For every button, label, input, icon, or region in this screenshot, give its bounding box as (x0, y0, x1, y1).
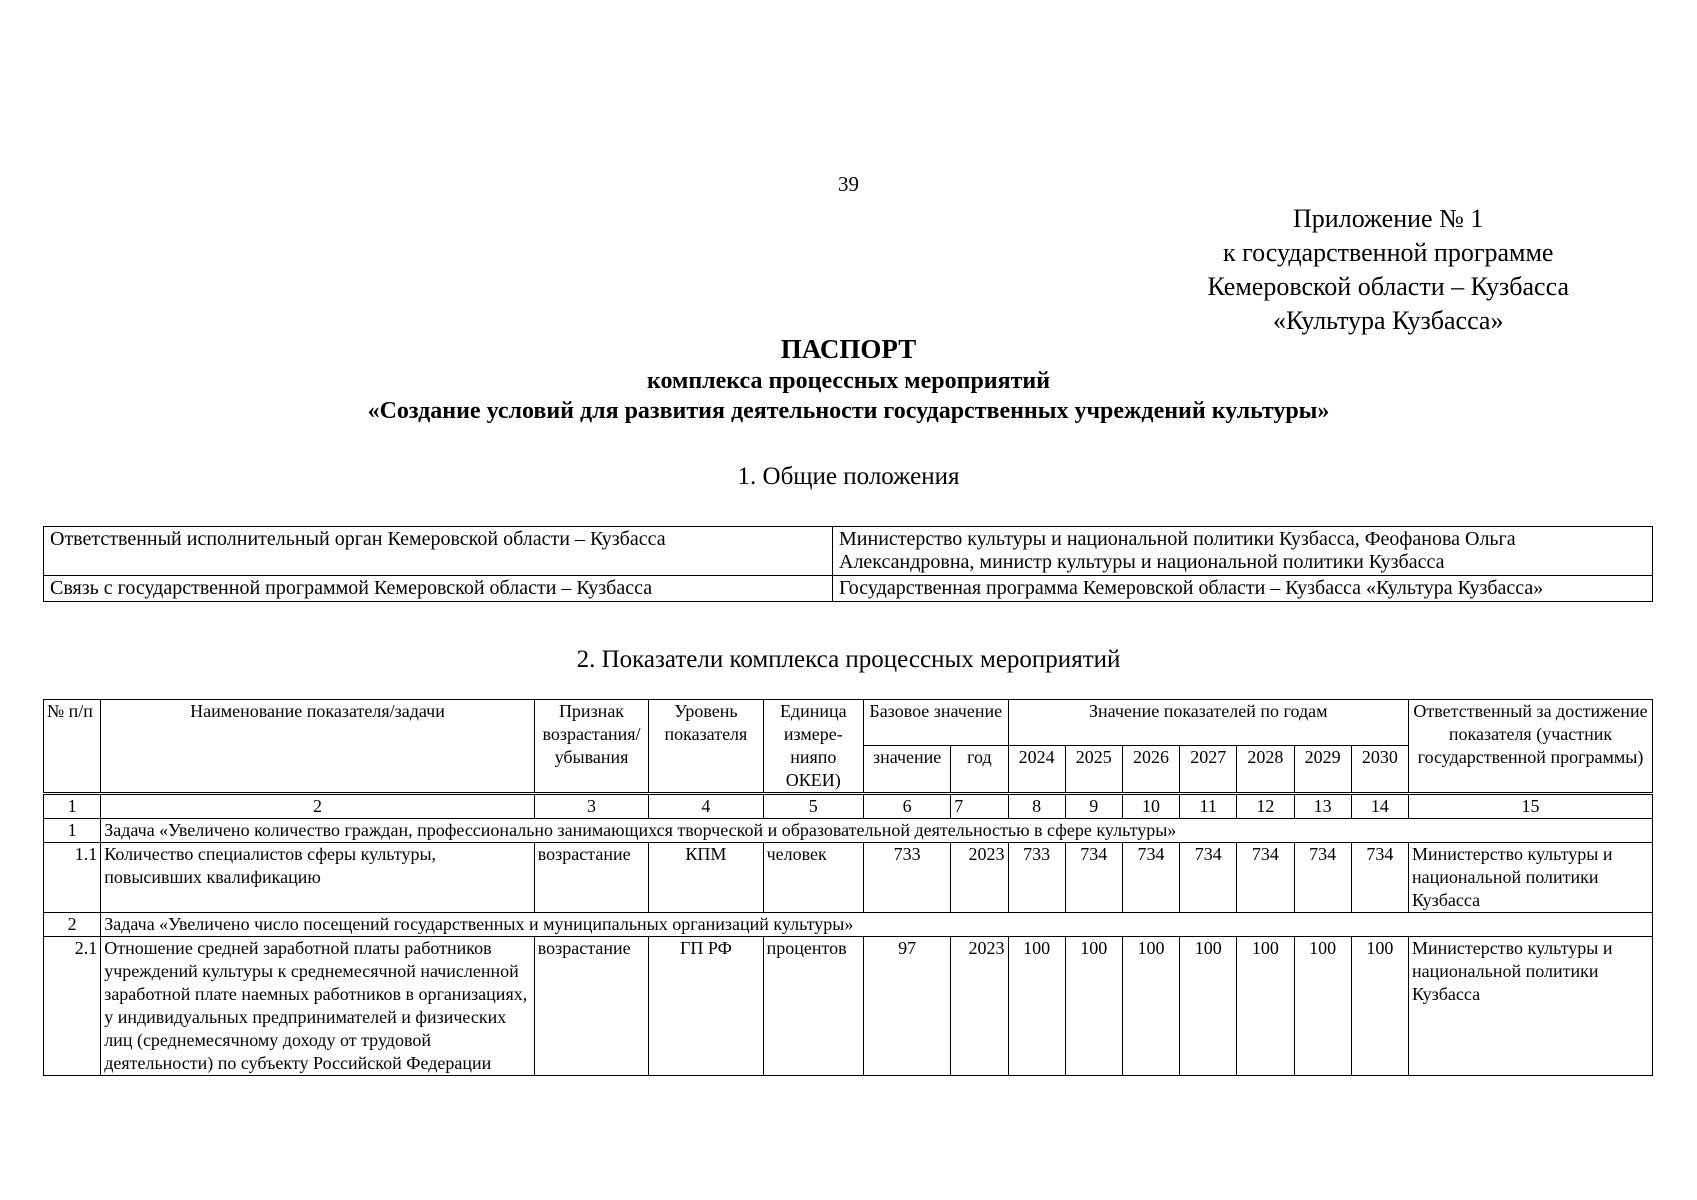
base-value: 733 (863, 843, 950, 913)
header-unit: Единица измере- нияпо ОКЕИ) (763, 700, 863, 794)
task-row (44, 819, 1653, 843)
column-number: 14 (1351, 794, 1408, 819)
header-year: 2026 (1122, 746, 1179, 794)
column-number: 15 (1408, 794, 1652, 819)
indicator-unit: процентов (763, 937, 863, 1076)
appendix-line-1: Приложение № 1 (1293, 204, 1484, 233)
general-provisions-table (43, 526, 1653, 602)
indicator-responsible: Министерство культуры и национальной политики Кузбасса (1408, 937, 1652, 1076)
year-value: 100 (1351, 937, 1408, 1076)
year-value: 734 (1351, 843, 1408, 913)
task-num: 1 (44, 819, 101, 843)
header-year: 2025 (1065, 746, 1122, 794)
column-number: 3 (534, 794, 648, 819)
header-responsible: Ответственный за достижение показателя (участник государственной программы) (1408, 700, 1652, 794)
column-number: 11 (1180, 794, 1237, 819)
header-sign: Признак возрастания/ убывания (534, 700, 648, 794)
general-label: Связь с государственной программой Кемеровской области – Кузбасса (44, 576, 833, 602)
header-row (44, 700, 1653, 746)
indicator-sign: возрастание (534, 937, 648, 1076)
indicator-responsible: Министерство культуры и национальной политики Кузбасса (1408, 843, 1652, 913)
header-year: 2024 (1008, 746, 1065, 794)
header-year: 2030 (1351, 746, 1408, 794)
general-label: Ответственный исполнительный орган Кемеровской области – Кузбасса (44, 527, 833, 576)
header-level: Уровень показателя (649, 700, 763, 794)
year-value: 100 (1065, 937, 1122, 1076)
column-number: 13 (1294, 794, 1351, 819)
header-base-year: год (951, 746, 1008, 794)
column-number: 7 (951, 794, 1008, 819)
year-value: 100 (1008, 937, 1065, 1076)
year-value: 734 (1294, 843, 1351, 913)
year-value: 100 (1294, 937, 1351, 1076)
indicator-name: Отношение средней заработной платы работников учреждений культуры к среднемесячной начисленной заработной плате наемных работников в организациях, у индивидуальных предпринимателей и физических лиц (среднемесячному доходу от трудовой деятельности) по субъекту Российской Федерации (101, 937, 535, 1076)
title-line-1: ПАСПОРТ (780, 334, 917, 364)
header-year: 2027 (1180, 746, 1237, 794)
year-value: 734 (1180, 843, 1237, 913)
table-row (44, 843, 1653, 913)
column-number: 12 (1237, 794, 1294, 819)
year-value: 100 (1122, 937, 1179, 1076)
header-values-by-year: Значение показателей по годам (1008, 700, 1408, 746)
document-title (0, 332, 1697, 426)
general-value: Министерство культуры и национальной политики Кузбасса, Феофанова Ольга Александровна, министр культуры и национальной политики Кузбасса (833, 527, 1653, 576)
header-base-value: значение (863, 746, 950, 794)
task-row (44, 913, 1653, 937)
indicators-table (43, 699, 1653, 1076)
column-number: 9 (1065, 794, 1122, 819)
table-row (44, 937, 1653, 1076)
year-value: 733 (1008, 843, 1065, 913)
general-value: Государственная программа Кемеровской области – Кузбасса «Культура Кузбасса» (833, 576, 1653, 602)
indicator-name: Количество специалистов сферы культуры, повысивших квалификацию (101, 843, 535, 913)
task-text: Задача «Увеличено количество граждан, профессионально занимающихся творческой и образовательной деятельностью в сфере культуры» (101, 819, 1653, 843)
header-name: Наименование показателя/задачи (101, 700, 535, 794)
appendix-line-2: к государственной программе (1222, 238, 1554, 267)
column-number: 8 (1008, 794, 1065, 819)
appendix-line-3: Кемеровской области – Кузбасса (1207, 272, 1569, 301)
task-text: Задача «Увеличено число посещений государственных и муниципальных организаций культуры» (101, 913, 1653, 937)
table-row (44, 527, 1653, 576)
section-2-title: 2. Показатели комплекса процессных мероприятий (576, 646, 1121, 673)
column-numbers-row (44, 794, 1653, 819)
title-line-3: «Создание условий для развития деятельности государственных учреждений культуры» (367, 398, 1330, 424)
title-line-2: комплекса процессных мероприятий (646, 368, 1051, 394)
column-number: 5 (763, 794, 863, 819)
appendix-line-4: «Культура Кузбасса» (1272, 306, 1504, 335)
indicator-unit: человек (763, 843, 863, 913)
indicator-sign: возрастание (534, 843, 648, 913)
column-number: 1 (44, 794, 101, 819)
year-value: 100 (1180, 937, 1237, 1076)
base-year: 2023 (951, 843, 1008, 913)
indicator-level: ГП РФ (649, 937, 763, 1076)
table-row (44, 576, 1653, 602)
base-year: 2023 (951, 937, 1008, 1076)
header-base: Базовое значение (863, 700, 1008, 746)
header-year: 2029 (1294, 746, 1351, 794)
year-value: 100 (1237, 937, 1294, 1076)
column-number: 10 (1122, 794, 1179, 819)
row-num: 1.1 (44, 843, 101, 913)
header-year: 2028 (1237, 746, 1294, 794)
year-value: 734 (1237, 843, 1294, 913)
header-num: № п/п (44, 700, 101, 794)
page-number: 39 (838, 172, 859, 196)
base-value: 97 (863, 937, 950, 1076)
column-number: 6 (863, 794, 950, 819)
column-number: 4 (649, 794, 763, 819)
indicator-level: КПМ (649, 843, 763, 913)
task-num: 2 (44, 913, 101, 937)
year-value: 734 (1065, 843, 1122, 913)
row-num: 2.1 (44, 937, 101, 1076)
section-1-title: 1. Общие положения (737, 463, 960, 490)
year-value: 734 (1122, 843, 1179, 913)
column-number: 2 (101, 794, 535, 819)
appendix-note (1207, 202, 1569, 338)
